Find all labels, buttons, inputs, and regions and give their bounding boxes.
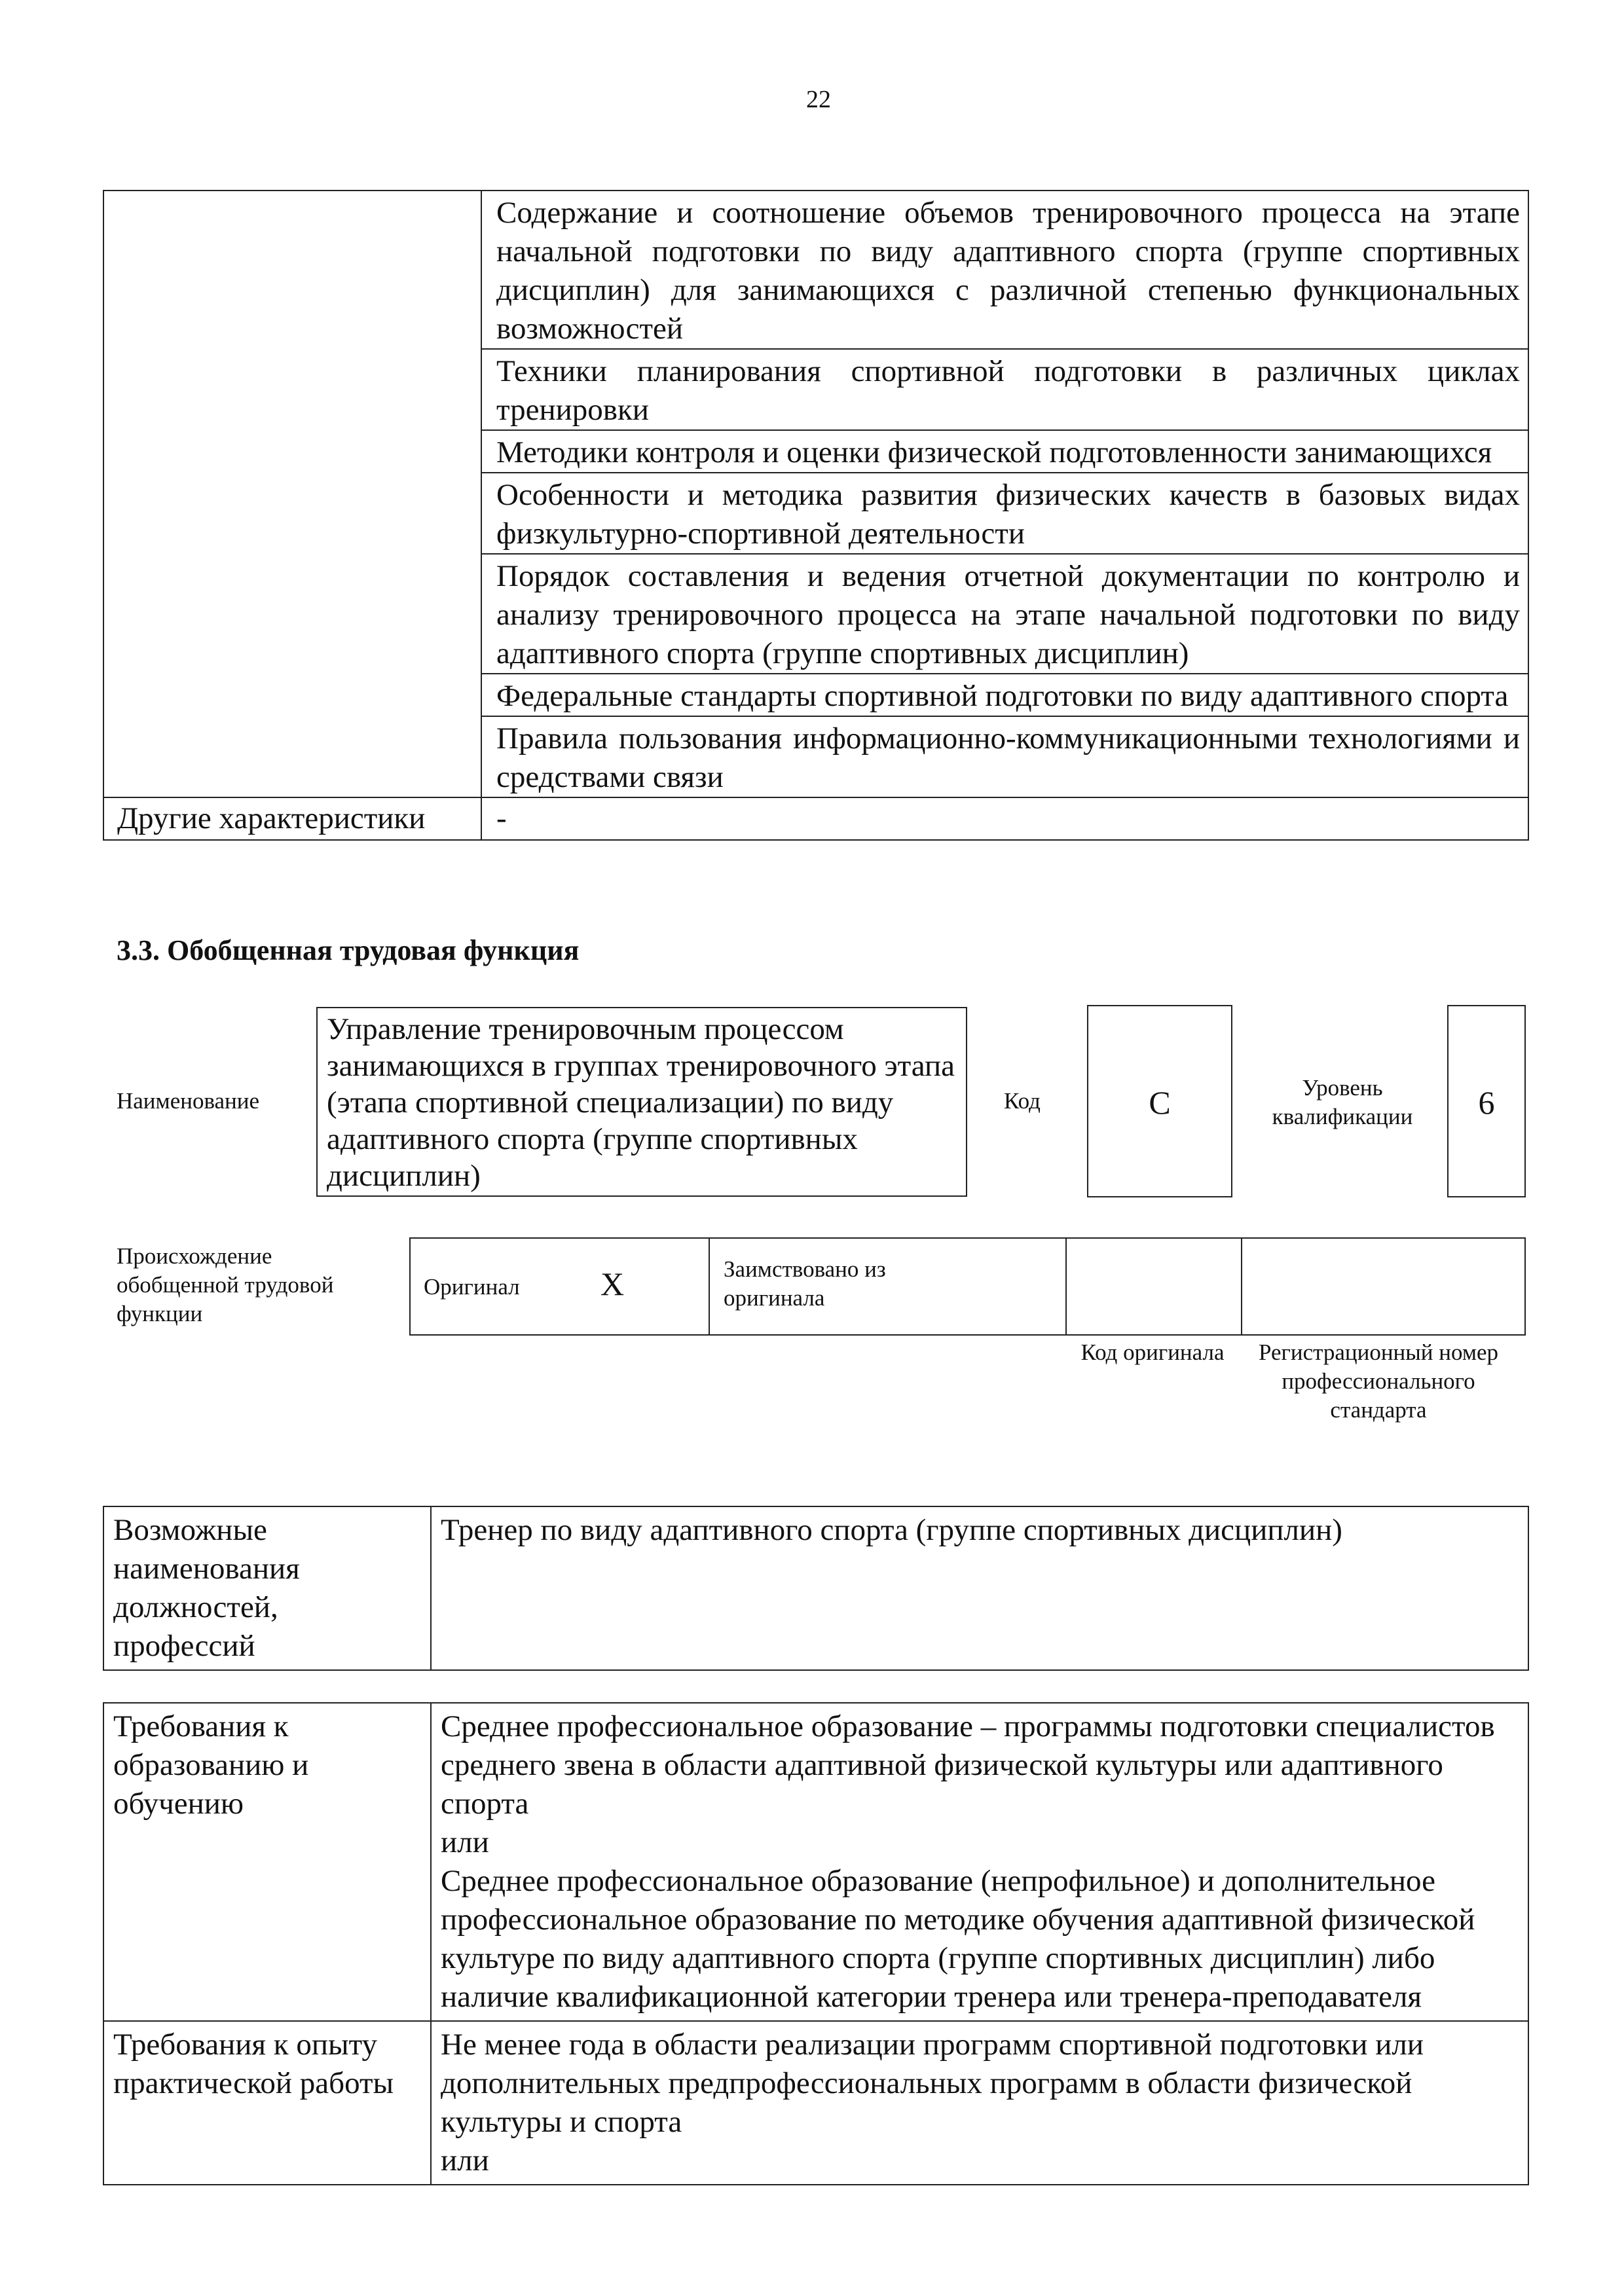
- education-line: Среднее профессиональное образование (непрофильное) и дополнительное профессиональное образование по методике обучения адаптивной физической культуре по виду адаптивного спорта (группе спортивных дисциплин) либо наличие квалификационной категории тренера или тренера-преподавателя: [441, 1864, 1475, 2014]
- borrowed-label: Заимствовано из оригинала: [724, 1256, 886, 1311]
- origin-box: [409, 1237, 1526, 1336]
- code-value: С: [1087, 1005, 1232, 1197]
- divider: [1241, 1239, 1242, 1334]
- experience-value: [431, 2021, 1528, 2185]
- experience-line: или: [441, 2143, 489, 2178]
- education-value: [431, 1703, 1528, 2021]
- requirements-table: [103, 1702, 1529, 2185]
- table-row: Содержание и соотношение объемов тренировочного процесса на этапе начальной подготовки по виду адаптивного спорта (группе спортивных дисциплин) для занимающихся с различной степенью функциональных возможностей: [481, 191, 1528, 349]
- education-line: или: [441, 1825, 489, 1859]
- code-caption: Код оригинала: [1080, 1339, 1225, 1365]
- empty-label-cell: [103, 191, 481, 797]
- table-row: Федеральные стандарты спортивной подготовки по виду адаптивного спорта: [481, 674, 1528, 716]
- section-title: 3.3. Обобщенная трудовая функция: [117, 934, 580, 966]
- knowledge-table: [103, 190, 1529, 841]
- code-label: Код: [1004, 1088, 1041, 1114]
- table-row: Порядок составления и ведения отчетной документации по контролю и анализу тренировочного процесса на этапе начальной подготовки по виду адаптивного спорта (группе спортивных дисциплин): [481, 554, 1528, 674]
- table-row: Методики контроля и оценки физической подготовленности занимающихся: [481, 430, 1528, 473]
- original-mark: Х: [600, 1266, 625, 1302]
- positions-label: Возможные наименования должностей, профессий: [103, 1506, 431, 1670]
- education-line: Среднее профессиональное образование – программы подготовки специалистов среднего звена в области адаптивной физической культуры или адаптивного спорта: [441, 1709, 1495, 1821]
- page-number: 22: [806, 86, 831, 113]
- experience-label: Требования к опыту практической работы: [103, 2021, 431, 2185]
- level-value: 6: [1447, 1005, 1526, 1197]
- positions-table: [103, 1506, 1529, 1671]
- table-row: Особенности и методика развития физических качеств в базовых видах физкультурно-спортивной деятельности: [481, 473, 1528, 554]
- other-characteristics-label: Другие характеристики: [103, 797, 481, 840]
- table-row: Техники планирования спортивной подготовки в различных циклах тренировки: [481, 349, 1528, 430]
- gtf-name-value: Управление тренировочным процессом занимающихся в группах тренировочного этапа (этапа спортивной специализации) по виду адаптивного спорта (группе спортивных дисциплин): [316, 1007, 967, 1197]
- table-row: Правила пользования информационно-коммуникационными технологиями и средствами связи: [481, 716, 1528, 797]
- original-label: Оригинал: [424, 1274, 520, 1300]
- divider: [709, 1239, 710, 1334]
- other-characteristics-value: -: [481, 797, 1528, 840]
- level-label: Уровень квалификации: [1272, 1075, 1413, 1129]
- positions-value: Тренер по виду адаптивного спорта (группе спортивных дисциплин): [431, 1506, 1528, 1670]
- origin-label: Происхождение обобщенной трудовой функции: [117, 1243, 334, 1326]
- experience-line: Не менее года в области реализации программ спортивной подготовки или дополнительных предпрофессиональных программ в области физической культуры и спорта: [441, 2028, 1424, 2139]
- name-label: Наименование: [117, 1088, 260, 1114]
- reg-caption: Регистрационный номер профессионального стандарта: [1258, 1339, 1499, 1423]
- education-label: Требования к образованию и обучению: [103, 1703, 431, 2021]
- divider: [1065, 1239, 1067, 1334]
